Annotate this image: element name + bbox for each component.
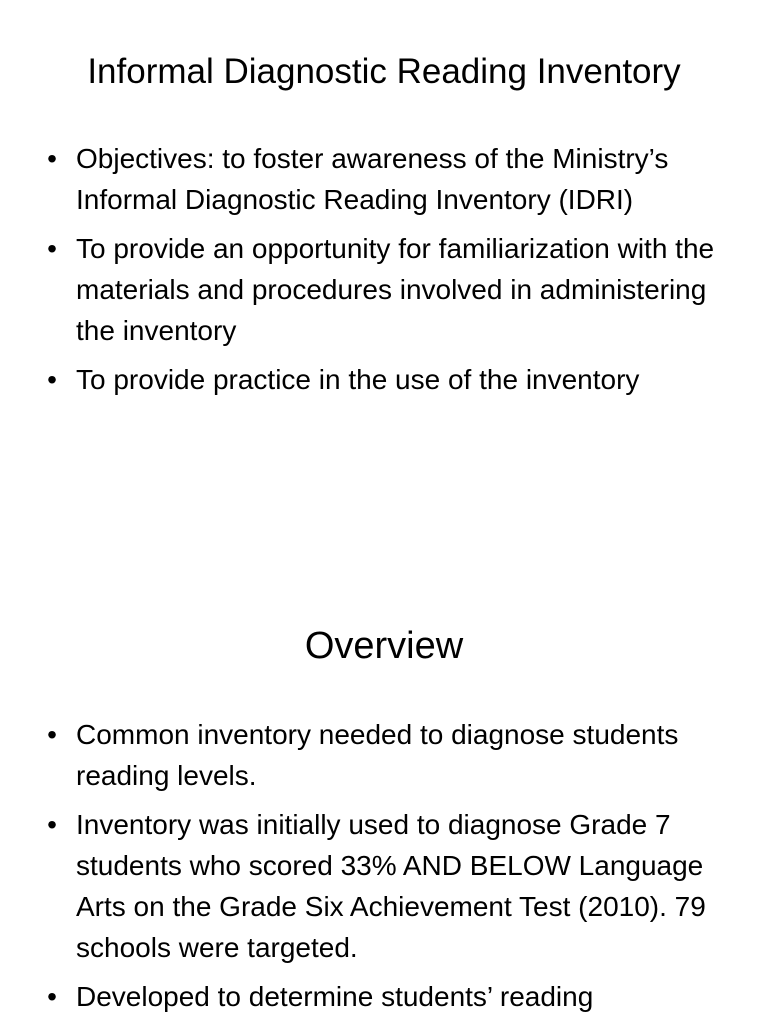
bullet-dot-icon: • bbox=[47, 719, 57, 750]
slide-2-bullet-3 bbox=[0, 976, 768, 1017]
slide-2-bullet-1 bbox=[0, 714, 768, 796]
slide-2-bullet-2 bbox=[0, 804, 768, 968]
bullet-dot-icon: • bbox=[47, 143, 57, 174]
bullet-dot-icon: • bbox=[47, 981, 57, 1012]
slide-2-bullet-list bbox=[0, 714, 768, 1024]
bullet-dot-icon: • bbox=[47, 809, 57, 840]
bullet-text: Inventory was initially used to diagnose Grade 7 students who scored 33% AND BELOW Language Arts on the Grade Six Achievement Test (2010). 79 schools were targeted. bbox=[76, 809, 706, 963]
slide-1-bullet-1 bbox=[0, 138, 768, 220]
bullet-text: Objectives: to foster awareness of the Ministry’s Informal Diagnostic Reading Inventory (IDRI) bbox=[76, 143, 669, 215]
bullet-text: Developed to determine students’ reading bbox=[76, 981, 594, 1012]
bullet-text: Common inventory needed to diagnose students reading levels. bbox=[76, 719, 679, 791]
bullet-text: To provide an opportunity for familiarization with the materials and procedures involved in administering the inventory bbox=[76, 233, 715, 346]
slide-1-bullet-3 bbox=[0, 359, 768, 400]
bullet-dot-icon: • bbox=[47, 364, 57, 395]
bullet-dot-icon: • bbox=[47, 233, 57, 264]
slide-2-title: Overview bbox=[304, 625, 464, 667]
slide-1-bullet-list bbox=[0, 138, 768, 408]
bullet-text: To provide practice in the use of the inventory bbox=[76, 364, 640, 395]
slide-2 bbox=[0, 576, 768, 1024]
slide-1-bullet-2 bbox=[0, 228, 768, 351]
slide-1-title: Informal Diagnostic Reading Inventory bbox=[87, 52, 681, 91]
